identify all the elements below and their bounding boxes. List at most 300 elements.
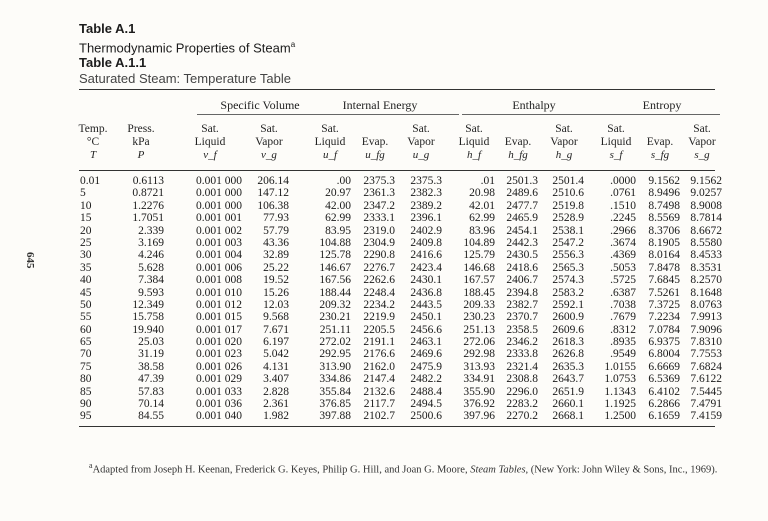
table-cell: 7.671 xyxy=(263,323,289,336)
column-header-uf-l1: Sat. xyxy=(321,123,339,135)
group-label-internal-energy: Internal Energy xyxy=(342,98,418,112)
table-cell: 7.4791 xyxy=(690,398,722,411)
table-cell: 2205.5 xyxy=(363,323,395,336)
table-cell: 7.7553 xyxy=(690,348,722,361)
table-cell: 2489.6 xyxy=(506,187,538,200)
table-cell: 2176.6 xyxy=(363,348,395,361)
column-header-hf-l2: Liquid xyxy=(458,136,490,148)
table-cell: 2469.6 xyxy=(410,348,442,361)
table-cell: .9549 xyxy=(610,348,636,361)
column-header-temp-l1: Temp. xyxy=(78,123,108,135)
column-header-temp xyxy=(74,123,112,162)
table-cell: 292.95 xyxy=(319,348,351,361)
table-cell: .7679 xyxy=(610,311,636,324)
table-cell: 2296.0 xyxy=(506,385,538,398)
table-cell: 2436.8 xyxy=(410,286,442,299)
table-cell: 2519.8 xyxy=(552,199,584,212)
column-header-temp-sym: T xyxy=(89,149,97,161)
table-cell: 2402.9 xyxy=(410,224,442,237)
table-cell: 1.1343 xyxy=(604,385,636,398)
table-cell: 8.9008 xyxy=(690,199,722,212)
column-header-ug-l1: Sat. xyxy=(412,123,430,135)
column-header-hfg-l1 xyxy=(492,123,544,136)
column-header-hf-sym: h_f xyxy=(466,149,482,161)
table-cell: 2475.9 xyxy=(410,360,442,373)
table-cell: 9.1562 xyxy=(648,175,680,187)
column-temp xyxy=(80,175,106,423)
table-cell: 5 xyxy=(80,187,86,200)
table-cell: 50 xyxy=(80,298,92,311)
table-cell: 9.568 xyxy=(263,311,289,324)
table-cell: 2416.6 xyxy=(410,249,442,262)
group-label-specific-volume: Specific Volume xyxy=(220,98,300,112)
column-header-temp-l2: °C xyxy=(86,136,100,148)
table-cell: 209.32 xyxy=(319,298,351,311)
table-cell: 1.2500 xyxy=(604,410,636,423)
table-cell: 2643.7 xyxy=(552,373,584,386)
column-header-vg-l2: Vapor xyxy=(255,136,283,148)
table-cell: 0.6113 xyxy=(132,175,164,187)
column-header-sf-sym: s_f xyxy=(609,149,623,161)
column-header-sf-l2: Liquid xyxy=(600,136,632,148)
table-cell: 8.7498 xyxy=(648,199,680,212)
group-label-entropy: Entropy xyxy=(642,98,682,112)
table-cell: 2660.1 xyxy=(552,398,584,411)
table-cell: 0.001 036 xyxy=(196,398,242,411)
table-cell: 2290.8 xyxy=(363,249,395,262)
table-cell: 1.7051 xyxy=(132,212,164,225)
table-cell: .2966 xyxy=(610,224,636,237)
table-cell: 7.8310 xyxy=(690,336,722,349)
column-header-vf-l2: Liquid xyxy=(194,136,226,148)
table-cell: 0.001 006 xyxy=(196,261,242,274)
table-cell: 2465.9 xyxy=(506,212,538,225)
table-cell: 2406.7 xyxy=(506,274,538,287)
table-cell: 2270.2 xyxy=(506,410,538,423)
column-header-sg-sym: s_g xyxy=(694,149,710,161)
column-header-sf-l1: Sat. xyxy=(607,123,625,135)
table-cell: 206.14 xyxy=(257,175,289,187)
column-hf xyxy=(453,175,495,423)
table-cell: 2.339 xyxy=(138,224,164,237)
table-cell: 188.45 xyxy=(463,286,495,299)
table-cell: 8.0763 xyxy=(690,298,722,311)
table-cell: 7.6824 xyxy=(690,360,722,373)
table-cell: 4.131 xyxy=(263,360,289,373)
table-cell: 65 xyxy=(80,336,92,349)
table-cell: 2.361 xyxy=(263,398,289,411)
column-header-ufg-sym: u_fg xyxy=(365,149,385,161)
table-cell: 7.0784 xyxy=(648,323,680,336)
table-cell: 7.9913 xyxy=(690,311,722,324)
table-cell: 2501.3 xyxy=(506,175,538,187)
column-header-vf xyxy=(172,123,248,162)
column-header-hg-l2: Vapor xyxy=(550,136,578,148)
column-header-vg-l1: Sat. xyxy=(260,123,278,135)
table-cell: .5053 xyxy=(610,261,636,274)
column-header-ug-l2: Vapor xyxy=(407,136,435,148)
table-cell: 1.0155 xyxy=(604,360,636,373)
table-cell: 2162.0 xyxy=(363,360,395,373)
column-header-hfg-l2: Evap. xyxy=(504,136,532,148)
table-cell: 2321.4 xyxy=(506,360,538,373)
table-cell: 83.96 xyxy=(469,224,495,237)
table-cell: 209.33 xyxy=(463,298,495,311)
group-rule-entropy xyxy=(600,114,720,115)
table-cell: 147.12 xyxy=(257,187,289,200)
table-cell: 20.98 xyxy=(469,187,495,200)
column-header-vg xyxy=(243,123,295,162)
column-header-ug xyxy=(394,123,448,162)
table-cell: 167.57 xyxy=(463,274,495,287)
table-cell: 146.68 xyxy=(463,261,495,274)
table-cell: 2117.7 xyxy=(363,398,395,411)
table-cell: 6.4102 xyxy=(648,385,680,398)
table-cell: 6.1659 xyxy=(648,410,680,423)
table-cell: 2346.2 xyxy=(506,336,538,349)
table-cell: 2430.1 xyxy=(410,274,442,287)
table-cell: 167.56 xyxy=(319,274,351,287)
table-cell: 2234.2 xyxy=(363,298,395,311)
table-cell: 1.2276 xyxy=(132,199,164,212)
table-cell: 7.5261 xyxy=(648,286,680,299)
table-title-text: Thermodynamic Properties of Steam xyxy=(79,39,291,55)
column-ug xyxy=(400,175,442,423)
table-cell: 2333.1 xyxy=(363,212,395,225)
table-cell: 83.95 xyxy=(325,224,351,237)
footnote-prefix: Adapted from Joseph H. Keenan, Frederick G. Keyes, Philip G. Hill, and Joan G. Moore, xyxy=(92,464,468,476)
table-cell: 40 xyxy=(80,274,92,287)
table-cell: 2262.6 xyxy=(363,274,395,287)
table-cell: 272.06 xyxy=(463,336,495,349)
table-cell: 2304.9 xyxy=(363,236,395,249)
table-cell: 20 xyxy=(80,224,92,237)
table-cell: 8.0164 xyxy=(648,249,680,262)
table-cell: 125.78 xyxy=(319,249,351,262)
table-cell: 19.52 xyxy=(263,274,289,287)
table-cell: .6387 xyxy=(610,286,636,299)
table-cell: 0.001 026 xyxy=(196,360,242,373)
table-cell: 2565.3 xyxy=(552,261,584,274)
table-cell: 2477.7 xyxy=(506,199,538,212)
table-cell: 313.90 xyxy=(319,360,351,373)
table-cell: 20.97 xyxy=(325,187,351,200)
table-cell: 230.23 xyxy=(463,311,495,324)
table-cell: 0.001 017 xyxy=(196,323,242,336)
table-cell: 15.758 xyxy=(132,311,164,324)
table-cell: 0.001 000 xyxy=(196,187,242,200)
table-cell: 2394.8 xyxy=(506,286,538,299)
table-cell: 2430.5 xyxy=(506,249,538,262)
table-cell: .0761 xyxy=(610,187,636,200)
column-header-press xyxy=(112,123,170,162)
table-cell: 8.1648 xyxy=(690,286,722,299)
table-cell: 0.001 029 xyxy=(196,373,242,386)
table-cell: 85 xyxy=(80,385,92,398)
table-cell: 2482.2 xyxy=(410,373,442,386)
table-cell: 7.384 xyxy=(138,274,164,287)
table-cell: 7.3725 xyxy=(648,298,680,311)
table-cell: .8935 xyxy=(610,336,636,349)
column-header-sg xyxy=(676,123,728,162)
column-press xyxy=(118,175,164,423)
table-cell: 2494.5 xyxy=(410,398,442,411)
table-cell: 62.99 xyxy=(325,212,351,225)
table-cell: 55 xyxy=(80,311,92,324)
table-cell: .0000 xyxy=(610,175,636,187)
column-header-hg-l1: Sat. xyxy=(555,123,573,135)
table-cell: 8.3706 xyxy=(648,224,680,237)
table-cell: 8.6672 xyxy=(690,224,722,237)
table-cell: 5.042 xyxy=(263,348,289,361)
table-cell: 355.90 xyxy=(463,385,495,398)
table-cell: 8.7814 xyxy=(690,212,722,225)
table-cell: 80 xyxy=(80,373,92,386)
table-cell: 2319.0 xyxy=(363,224,395,237)
header-top-rule xyxy=(79,89,715,90)
table-cell: 0.001 008 xyxy=(196,274,242,287)
table-cell: 2635.3 xyxy=(552,360,584,373)
footnote xyxy=(89,459,729,478)
column-header-hg xyxy=(538,123,590,162)
table-cell: 2382.7 xyxy=(506,298,538,311)
table-cell: 45 xyxy=(80,286,92,299)
table-cell: 0.001 020 xyxy=(196,336,242,349)
table-cell: 230.21 xyxy=(319,311,351,324)
table-cell: 104.89 xyxy=(463,236,495,249)
column-header-ug-sym: u_g xyxy=(412,149,430,161)
table-cell: 2358.5 xyxy=(506,323,538,336)
table-cell: 5.628 xyxy=(138,261,164,274)
table-cell: 2547.2 xyxy=(552,236,584,249)
table-cell: 376.92 xyxy=(463,398,495,411)
table-cell: 2375.3 xyxy=(363,175,395,187)
table-cell: 2463.1 xyxy=(410,336,442,349)
column-header-sg-l1: Sat. xyxy=(693,123,711,135)
table-cell: 2409.8 xyxy=(410,236,442,249)
table-cell: 397.96 xyxy=(463,410,495,423)
table-cell: 2442.3 xyxy=(506,236,538,249)
column-header-press-l2: kPa xyxy=(132,136,150,148)
table-cell: 0.001 015 xyxy=(196,311,242,324)
table-cell: 2626.8 xyxy=(552,348,584,361)
table-cell: 0.001 002 xyxy=(196,224,242,237)
table-cell: 6.8004 xyxy=(648,348,680,361)
table-cell: 125.79 xyxy=(463,249,495,262)
table-cell: 43.36 xyxy=(263,236,289,249)
table-cell: 2510.6 xyxy=(552,187,584,200)
table-cell: 2396.1 xyxy=(410,212,442,225)
table-cell: 6.2866 xyxy=(648,398,680,411)
table-cell: 30 xyxy=(80,249,92,262)
table-cell: 2456.6 xyxy=(410,323,442,336)
table-cell: .5725 xyxy=(610,274,636,287)
table-cell: 2651.9 xyxy=(552,385,584,398)
column-ufg xyxy=(355,175,395,423)
table-cell: 292.98 xyxy=(463,348,495,361)
table-title xyxy=(79,37,295,56)
column-header-vg-sym: v_g xyxy=(261,149,277,161)
column-header-ufg-l2: Evap. xyxy=(361,136,389,148)
table-cell: 0.001 040 xyxy=(196,410,242,423)
column-uf xyxy=(309,175,351,423)
table-cell: 0.001 010 xyxy=(196,286,242,299)
footnote-comma: , xyxy=(525,464,531,476)
table-cell: 15.26 xyxy=(263,286,289,299)
table-cell: 9.1562 xyxy=(690,175,722,187)
table-cell: .7038 xyxy=(610,298,636,311)
table-cell: 0.001 033 xyxy=(196,385,242,398)
footnote-suffix: (New York: John Wiley & Sons, Inc., 1969). xyxy=(530,464,718,476)
column-vg xyxy=(249,175,289,423)
page-number: 645 xyxy=(24,252,36,269)
table-cell: 2132.6 xyxy=(363,385,395,398)
column-header-uf-sym: u_f xyxy=(322,149,338,161)
table-cell: 2248.4 xyxy=(363,286,395,299)
subtable-label: Table A.1.1 xyxy=(79,55,147,71)
column-header-hf-l1: Sat. xyxy=(465,123,483,135)
column-header-sfg-sym: s_fg xyxy=(650,149,670,161)
table-cell: 2592.1 xyxy=(552,298,584,311)
table-cell: 1.1925 xyxy=(604,398,636,411)
table-cell: 2347.2 xyxy=(363,199,395,212)
table-cell: 2500.6 xyxy=(410,410,442,423)
table-cell: 0.01 xyxy=(80,175,101,187)
table-cell: 60 xyxy=(80,323,92,336)
table-cell: 2450.1 xyxy=(410,311,442,324)
table-cell: .8312 xyxy=(610,323,636,336)
group-rule-enthalpy xyxy=(462,114,606,115)
table-cell: 146.67 xyxy=(319,261,351,274)
table-cell: 70 xyxy=(80,348,92,361)
table-cell: 7.2234 xyxy=(648,311,680,324)
table-cell: 8.2570 xyxy=(690,274,722,287)
column-header-vf-sym: v_f xyxy=(203,149,217,161)
table-cell: 0.001 003 xyxy=(196,236,242,249)
table-cell: 70.14 xyxy=(138,398,164,411)
table-cell: 106.38 xyxy=(257,199,289,212)
column-header-sg-l2: Vapor xyxy=(688,136,716,148)
table-cell: 6.197 xyxy=(263,336,289,349)
table-cell: 2423.4 xyxy=(410,261,442,274)
column-sf xyxy=(596,175,636,423)
table-cell: 84.55 xyxy=(138,410,164,423)
table-cell: 2556.3 xyxy=(552,249,584,262)
table-cell: 6.6669 xyxy=(648,360,680,373)
table-cell: 2147.4 xyxy=(363,373,395,386)
footnote-source-title: Steam Tables xyxy=(470,464,526,476)
table-cell: 35 xyxy=(80,261,92,274)
table-cell: 32.89 xyxy=(263,249,289,262)
table-cell: .3674 xyxy=(610,236,636,249)
table-cell: 8.1905 xyxy=(648,236,680,249)
table-cell: 25.22 xyxy=(263,261,289,274)
table-cell: 7.8478 xyxy=(648,261,680,274)
table-cell: 0.001 023 xyxy=(196,348,242,361)
table-cell: 2370.7 xyxy=(506,311,538,324)
table-cell: 251.13 xyxy=(463,323,495,336)
table-cell: 15 xyxy=(80,212,92,225)
group-label-enthalpy: Enthalpy xyxy=(512,98,556,112)
table-cell: 9.0257 xyxy=(690,187,722,200)
table-cell: 8.4533 xyxy=(690,249,722,262)
table-cell: 2389.2 xyxy=(410,199,442,212)
table-cell: 9.593 xyxy=(138,286,164,299)
table-cell: 355.84 xyxy=(319,385,351,398)
table-cell: 6.9375 xyxy=(648,336,680,349)
table-cell: 397.88 xyxy=(319,410,351,423)
table-cell: 2609.6 xyxy=(552,323,584,336)
table-cell: 2574.3 xyxy=(552,274,584,287)
table-label: Table A.1 xyxy=(79,21,136,36)
table-cell: 57.83 xyxy=(138,385,164,398)
table-cell: 2600.9 xyxy=(552,311,584,324)
table-header xyxy=(79,21,295,86)
table-cell: 0.001 004 xyxy=(196,249,242,262)
table-cell: 272.02 xyxy=(319,336,351,349)
table-cell: 0.001 001 xyxy=(196,212,242,225)
table-cell: 188.44 xyxy=(319,286,351,299)
table-cell: 2583.2 xyxy=(552,286,584,299)
column-sfg xyxy=(640,175,680,423)
column-hfg xyxy=(498,175,538,423)
table-cell: 313.93 xyxy=(463,360,495,373)
table-cell: 2.828 xyxy=(263,385,289,398)
table-cell: 8.5569 xyxy=(648,212,680,225)
table-cell: 2219.9 xyxy=(363,311,395,324)
table-cell: 1.982 xyxy=(263,410,289,423)
table-cell: 2418.6 xyxy=(506,261,538,274)
table-cell: 2501.4 xyxy=(552,175,584,187)
table-cell: 42.01 xyxy=(469,199,495,212)
table-cell: 12.03 xyxy=(263,298,289,311)
column-header-uf-l2: Liquid xyxy=(314,136,346,148)
table-cell: 2668.1 xyxy=(552,410,584,423)
table-cell: 2488.4 xyxy=(410,385,442,398)
table-cell: 3.169 xyxy=(138,236,164,249)
column-header-press-sym: P xyxy=(137,149,145,161)
header-bottom-rule xyxy=(79,170,715,171)
table-cell: 2382.3 xyxy=(410,187,442,200)
table-cell: 2618.3 xyxy=(552,336,584,349)
column-header-press-l1: Press. xyxy=(127,123,155,135)
table-cell: 95 xyxy=(80,410,92,423)
table-cell: 2375.3 xyxy=(410,175,442,187)
table-cell: 62.99 xyxy=(469,212,495,225)
subtable-title: Saturated Steam: Temperature Table xyxy=(79,70,291,86)
table-cell: 2528.9 xyxy=(552,212,584,225)
table-cell: 2443.5 xyxy=(410,298,442,311)
table-cell: 2102.7 xyxy=(363,410,395,423)
column-vf xyxy=(178,175,242,423)
table-cell: .4369 xyxy=(610,249,636,262)
column-sg xyxy=(682,175,722,423)
table-cell: 7.9096 xyxy=(690,323,722,336)
table-cell: 0.001 012 xyxy=(196,298,242,311)
table-bottom-rule xyxy=(79,426,715,427)
table-cell: 57.79 xyxy=(263,224,289,237)
table-cell: 10 xyxy=(80,199,92,212)
table-cell: 77.93 xyxy=(263,212,289,225)
footnote-mark: a xyxy=(89,461,93,470)
table-cell: .1510 xyxy=(610,199,636,212)
table-cell: 1.0753 xyxy=(604,373,636,386)
table-cell: 7.6845 xyxy=(648,274,680,287)
table-cell: 2283.2 xyxy=(506,398,538,411)
table-cell: 3.407 xyxy=(263,373,289,386)
table-cell: 90 xyxy=(80,398,92,411)
table-cell: 2538.1 xyxy=(552,224,584,237)
